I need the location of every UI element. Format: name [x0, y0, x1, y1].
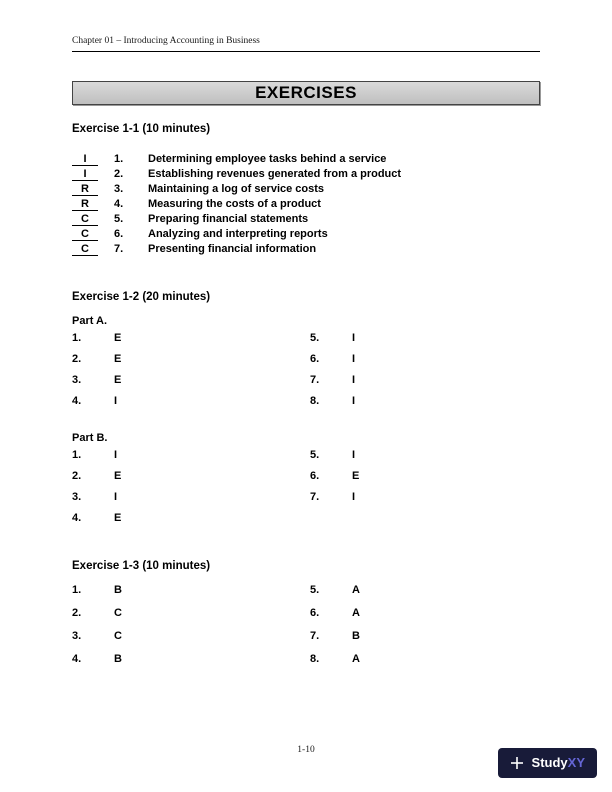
answer-row: [72, 653, 310, 676]
question-number: 7.: [310, 630, 320, 642]
answer-blank: C: [72, 213, 98, 226]
question-number: 4.: [72, 653, 82, 665]
part-b-label: Part B.: [72, 432, 108, 444]
answer-letter: I: [352, 353, 356, 365]
question-number: 6.: [310, 353, 320, 365]
answers-left-column: [72, 449, 310, 533]
answer-letter: I: [352, 449, 356, 461]
page-content: [72, 0, 540, 676]
item-number: 1.: [114, 153, 124, 165]
answer-letter: I: [114, 491, 118, 503]
exercise-item: [72, 228, 540, 243]
exercise-1-3-title: Exercise 1-3 (10 minutes): [72, 560, 211, 572]
logo-text-xy: XY: [567, 755, 585, 770]
answer-letter: A: [352, 584, 360, 596]
question-number: 1.: [72, 332, 82, 344]
question-number: 1.: [72, 449, 82, 461]
answer-letter: I: [114, 449, 118, 461]
answer-row: [310, 449, 540, 470]
answers-right-column: [310, 449, 540, 533]
banner-title: EXERCISES: [255, 83, 357, 102]
exercise-item: [72, 243, 540, 258]
answer-row: [310, 374, 540, 395]
question-number: 6.: [310, 470, 320, 482]
answer-row: [72, 353, 310, 374]
item-text: Determining employee tasks behind a service: [148, 153, 387, 165]
exercise-item: [72, 153, 540, 168]
answer-letter: A: [352, 607, 360, 619]
question-number: 3.: [72, 630, 82, 642]
question-number: 8.: [310, 653, 320, 665]
answer-letter: B: [114, 584, 122, 596]
answer-row: [310, 607, 540, 630]
answer-row: [310, 470, 540, 491]
part-a-answers: [72, 332, 540, 416]
answer-letter: B: [114, 653, 122, 665]
item-text: Maintaining a log of service costs: [148, 183, 325, 195]
question-number: 8.: [310, 395, 320, 407]
question-number: 1.: [72, 584, 82, 596]
exercise-1-1-title: Exercise 1-1 (10 minutes): [72, 123, 211, 135]
question-number: 4.: [72, 512, 82, 524]
chapter-header: Chapter 01 – Introducing Accounting in Business: [72, 36, 260, 46]
logo-text: [532, 754, 585, 772]
answer-row: [72, 395, 310, 416]
item-number: 5.: [114, 213, 124, 225]
answer-row: [72, 470, 310, 491]
question-number: 2.: [72, 353, 82, 365]
answer-row: [72, 449, 310, 470]
question-number: 3.: [72, 374, 82, 386]
answer-blank: R: [72, 183, 98, 196]
header-divider: [72, 51, 540, 52]
answer-blank: R: [72, 198, 98, 211]
answer-letter: B: [352, 630, 360, 642]
page-number: 1-10: [297, 745, 315, 755]
question-number: 4.: [72, 395, 82, 407]
exercise-1-3-answers: [72, 584, 540, 676]
answers-left-column: [72, 332, 310, 416]
exercises-banner: [72, 81, 540, 105]
answer-letter: I: [352, 374, 356, 386]
answer-row: [310, 491, 540, 512]
question-number: 2.: [72, 470, 82, 482]
item-number: 2.: [114, 168, 124, 180]
question-number: 6.: [310, 607, 320, 619]
answer-letter: I: [352, 395, 356, 407]
answer-letter: I: [352, 332, 356, 344]
item-number: 3.: [114, 183, 124, 195]
exercise-item: [72, 213, 540, 228]
logo-text-study: Study: [531, 755, 568, 770]
answer-row: [310, 395, 540, 416]
item-number: 7.: [114, 243, 124, 255]
exercise-item: [72, 198, 540, 213]
answer-row: [72, 332, 310, 353]
answer-letter: A: [352, 653, 360, 665]
answer-row: [72, 584, 310, 607]
answer-letter: E: [114, 470, 122, 482]
answer-row: [310, 353, 540, 374]
answer-letter: E: [114, 512, 122, 524]
answers-right-column: [310, 584, 540, 676]
answer-letter: E: [114, 332, 122, 344]
item-number: 6.: [114, 228, 124, 240]
part-b-answers: [72, 449, 540, 533]
answer-blank: I: [72, 168, 98, 181]
answer-row: [310, 653, 540, 676]
question-number: 5.: [310, 584, 320, 596]
answer-letter: I: [352, 491, 356, 503]
item-text: Measuring the costs of a product: [148, 198, 321, 210]
answer-blank: C: [72, 243, 98, 256]
answers-right-column: [310, 332, 540, 416]
studyxy-logo: [498, 748, 597, 778]
question-number: 7.: [310, 491, 320, 503]
question-number: 5.: [310, 449, 320, 461]
part-a-label: Part A.: [72, 315, 108, 327]
answer-row: [72, 607, 310, 630]
exercise-item: [72, 168, 540, 183]
answer-letter: E: [352, 470, 360, 482]
answer-letter: E: [114, 374, 122, 386]
question-number: 2.: [72, 607, 82, 619]
answer-row: [72, 512, 310, 533]
item-text: Presenting financial information: [148, 243, 317, 255]
answer-row: [310, 584, 540, 607]
item-text: Establishing revenues generated from a product: [148, 168, 402, 180]
answer-row: [72, 491, 310, 512]
item-text: Analyzing and interpreting reports: [148, 228, 328, 240]
answer-letter: C: [114, 630, 122, 642]
answer-row: [310, 332, 540, 353]
question-number: 7.: [310, 374, 320, 386]
answer-row: [72, 374, 310, 395]
plus-icon: [510, 756, 524, 770]
answers-left-column: [72, 584, 310, 676]
answer-row: [72, 630, 310, 653]
question-number: 5.: [310, 332, 320, 344]
answer-letter: I: [114, 395, 118, 407]
exercise-1-2-title: Exercise 1-2 (20 minutes): [72, 291, 211, 303]
answer-letter: E: [114, 353, 122, 365]
item-text: Preparing financial statements: [148, 213, 309, 225]
answer-letter: C: [114, 607, 122, 619]
exercise-item: [72, 183, 540, 198]
answer-blank: I: [72, 153, 98, 166]
answer-row: [310, 630, 540, 653]
question-number: 3.: [72, 491, 82, 503]
answer-blank: C: [72, 228, 98, 241]
item-number: 4.: [114, 198, 124, 210]
exercise-1-1-list: [72, 153, 540, 258]
